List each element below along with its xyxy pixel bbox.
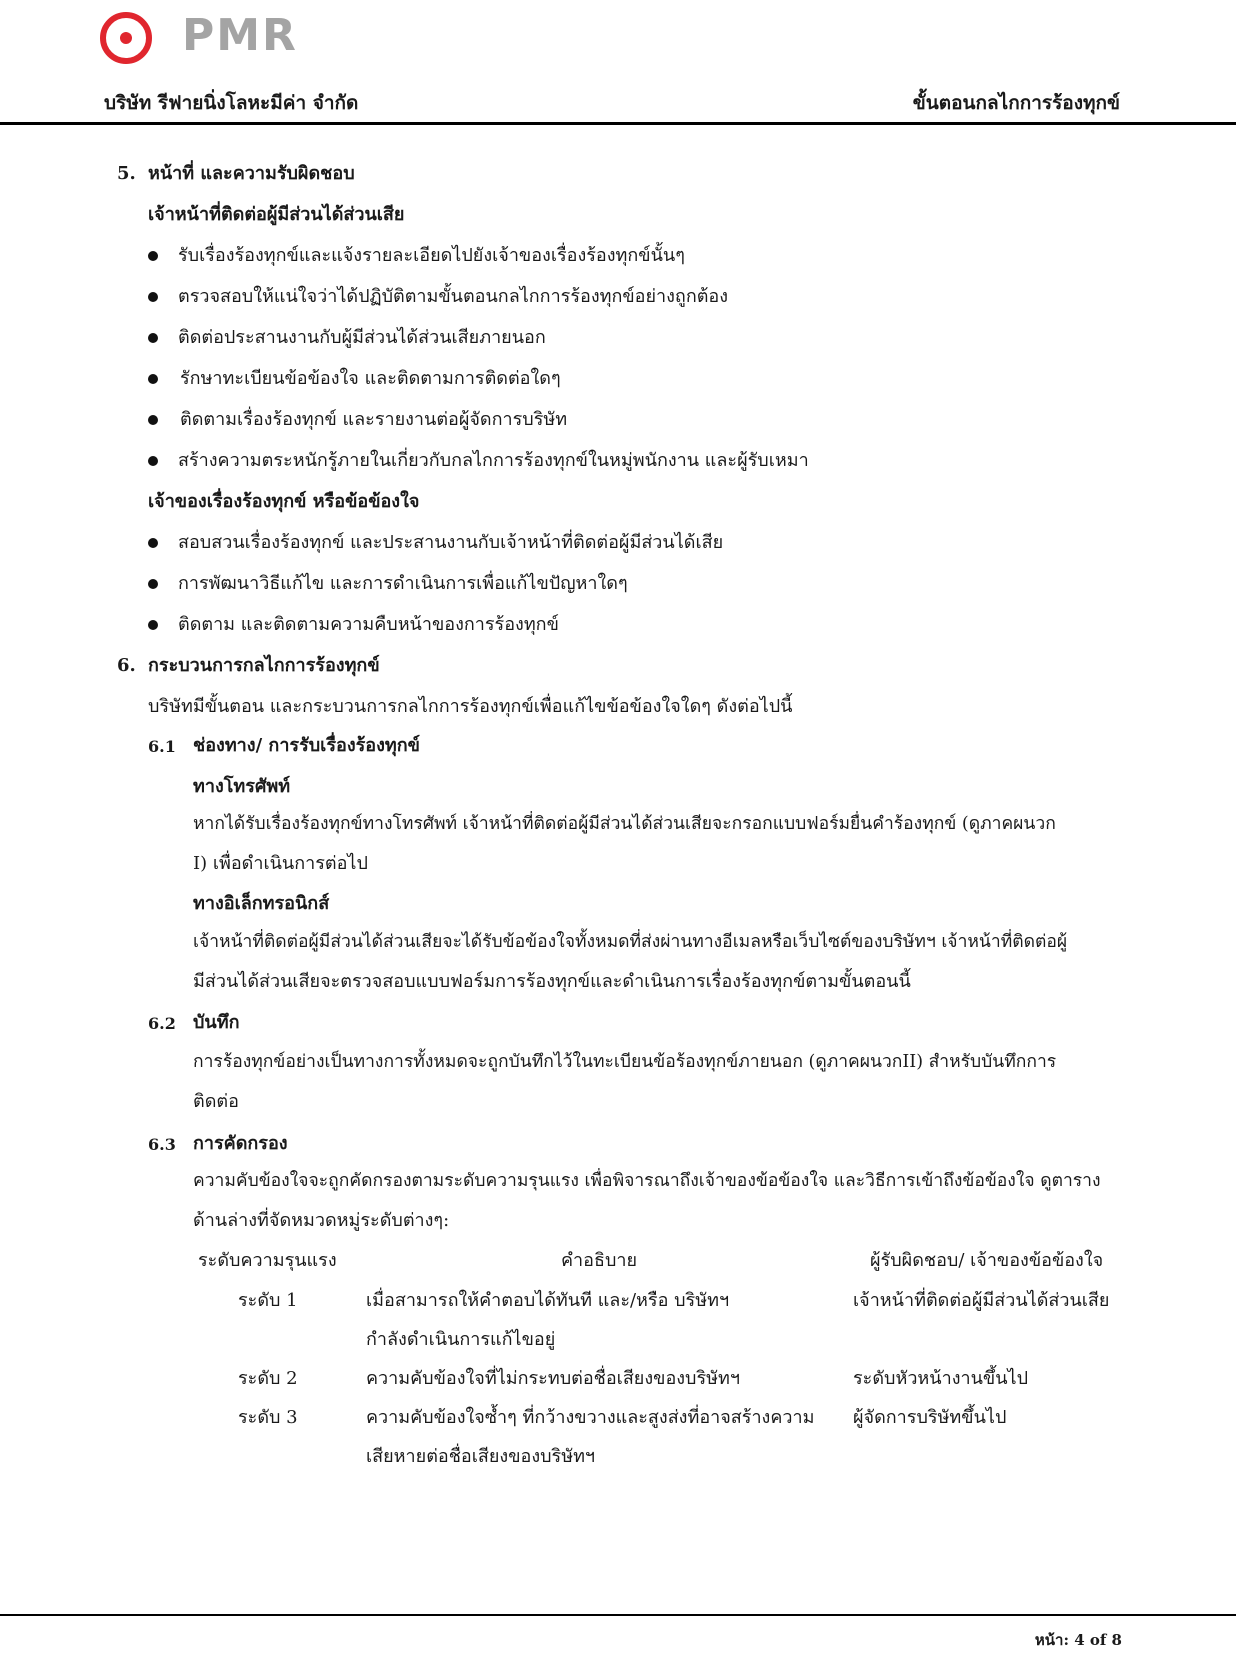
logo-dot-icon (120, 32, 132, 44)
subsection-number: 6.1 (148, 737, 176, 756)
bullet-icon (148, 620, 158, 630)
subsection-number: 6.2 (148, 1014, 176, 1033)
subsection-title: ช่องทาง/ การรับเรื่องร้องทุกข์ (193, 735, 420, 756)
document-title: ขั้นตอนกลไกการร้องทุกข์ (912, 92, 1120, 114)
subsection-title: บันทึก (193, 1012, 240, 1033)
group1-title: เจ้าหน้าที่ติดต่อผู้มีส่วนได้ส่วนเสีย (148, 204, 405, 225)
list-item: ติดตามเรื่องร้องทุกข์ และรายงานต่อผู้จัดการบริษัท (180, 409, 568, 430)
table-header-owner: ผู้รับผิดชอบ/ เจ้าของข้อข้องใจ (870, 1250, 1104, 1271)
bullet-icon (148, 251, 158, 261)
row-level: ระดับ 2 (238, 1368, 298, 1389)
section6-intro: บริษัทมีขั้นตอน และกระบวนการกลไกการร้องทุกข์เพื่อแก้ไขข้อข้องใจใดๆ ดังต่อไปนี้ (148, 696, 793, 717)
email-channel-text: มีส่วนได้ส่วนเสียจะตรวจสอบแบบฟอร์มการร้องทุกข์และดำเนินการเรื่องร้องทุกข์ตามขั้นตอนนี้ (193, 971, 911, 992)
table-header-description: คำอธิบาย (561, 1250, 638, 1271)
company-name: บริษัท รีฟายนิ่งโลหะมีค่า จำกัด (104, 92, 359, 114)
list-item: ติดตาม และติดตามความคืบหน้าของการร้องทุกข์ (178, 614, 559, 635)
section6-heading: กระบวนการกลไกการร้องทุกข์ (148, 655, 380, 676)
screening-text: ด้านล่างที่จัดหมวดหมู่ระดับต่างๆ: (193, 1210, 450, 1231)
page-number: หน้า: 4 of 8 (1034, 1631, 1122, 1649)
row-description: กำลังดำเนินการแก้ไขอยู่ (366, 1329, 556, 1350)
row-description: เมื่อสามารถให้คำตอบได้ทันที และ/หรือ บริษัทฯ (366, 1290, 730, 1311)
bullet-icon (148, 456, 158, 466)
email-channel-title: ทางอิเล็กทรอนิกส์ (193, 893, 330, 914)
header-rule (0, 122, 1236, 125)
screening-text: ความคับข้องใจจะถูกคัดกรองตามระดับความรุนแรง เพื่อพิจารณาถึงเจ้าของข้อข้องใจ และวิธีการเข้าถึงข้อข้องใจ ดูตาราง (193, 1171, 1101, 1191)
row-description: ความคับข้องใจที่ไม่กระทบต่อชื่อเสียงของบริษัทฯ (366, 1368, 740, 1389)
email-channel-text: เจ้าหน้าที่ติดต่อผู้มีส่วนได้ส่วนเสียจะได้รับข้อข้องใจทั้งหมดที่ส่งผ่านทางอีเมลหรือเว็บไซต์ของบริษัทฯ เจ้าหน้าที่ติดต่อผู้ (193, 932, 1068, 952)
subsection-title: การคัดกรอง (193, 1133, 288, 1154)
list-item: สร้างความตระหนักรู้ภายในเกี่ยวกับกลไกการร้องทุกข์ในหมู่พนักงาน และผู้รับเหมา (178, 450, 809, 471)
bullet-icon (148, 374, 158, 384)
bullet-icon (148, 579, 158, 589)
section5-heading: หน้าที่ และความรับผิดชอบ (148, 163, 355, 184)
record-text: การร้องทุกข์อย่างเป็นทางการทั้งหมดจะถูกบันทึกไว้ในทะเบียนข้อร้องทุกข์ภายนอก (ดูภาคผนวกII) สำหรับบันทึกการ (193, 1052, 1057, 1072)
list-item: รับเรื่องร้องทุกข์และแจ้งรายละเอียดไปยังเจ้าของเรื่องร้องทุกข์นั้นๆ (178, 245, 685, 266)
list-item: ติดต่อประสานงานกับผู้มีส่วนได้ส่วนเสียภายนอก (178, 327, 546, 348)
list-item: สอบสวนเรื่องร้องทุกข์ และประสานงานกับเจ้าหน้าที่ติดต่อผู้มีส่วนได้เสีย (178, 532, 724, 553)
table-header-level: ระดับความรุนแรง (198, 1250, 337, 1271)
list-item: รักษาทะเบียนข้อข้องใจ และติดตามการติดต่อใดๆ (180, 368, 561, 389)
phone-channel-text: I) เพื่อดำเนินการต่อไป (193, 853, 368, 874)
row-owner: เจ้าหน้าที่ติดต่อผู้มีส่วนได้ส่วนเสีย (853, 1290, 1110, 1311)
section5-number: 5. (117, 163, 136, 184)
bullet-icon (148, 333, 158, 343)
section6-number: 6. (117, 655, 136, 676)
phone-channel-text: หากได้รับเรื่องร้องทุกข์ทางโทรศัพท์ เจ้าหน้าที่ติดต่อผู้มีส่วนได้ส่วนเสียจะกรอกแบบฟอร์มยื่นคำร้องทุกข์ (ดูภาคผนวก (193, 814, 1056, 834)
subsection-number: 6.3 (148, 1135, 176, 1154)
row-level: ระดับ 1 (238, 1290, 298, 1311)
row-level: ระดับ 3 (238, 1407, 298, 1428)
bullet-icon (148, 538, 158, 548)
logo-text: PMR (182, 10, 298, 61)
group2-title: เจ้าของเรื่องร้องทุกข์ หรือข้อข้องใจ (148, 491, 420, 512)
phone-channel-title: ทางโทรศัพท์ (193, 776, 291, 797)
row-owner: ผู้จัดการบริษัทขึ้นไป (853, 1407, 1007, 1428)
row-description: ความคับข้องใจซ้ำๆ ที่กว้างขวางและสูงส่งที่อาจสร้างความ (366, 1407, 815, 1428)
row-description: เสียหายต่อชื่อเสียงของบริษัทฯ (366, 1446, 596, 1467)
list-item: การพัฒนาวิธีแก้ไข และการดำเนินการเพื่อแก้ไขปัญหาใดๆ (178, 573, 628, 594)
list-item: ตรวจสอบให้แน่ใจว่าได้ปฏิบัติตามขั้นตอนกลไกการร้องทุกข์อย่างถูกต้อง (178, 286, 729, 307)
record-text: ติดต่อ (193, 1091, 239, 1112)
bullet-icon (148, 292, 158, 302)
footer-rule (0, 1614, 1236, 1616)
row-owner: ระดับหัวหน้างานขึ้นไป (853, 1368, 1028, 1389)
bullet-icon (148, 415, 158, 425)
